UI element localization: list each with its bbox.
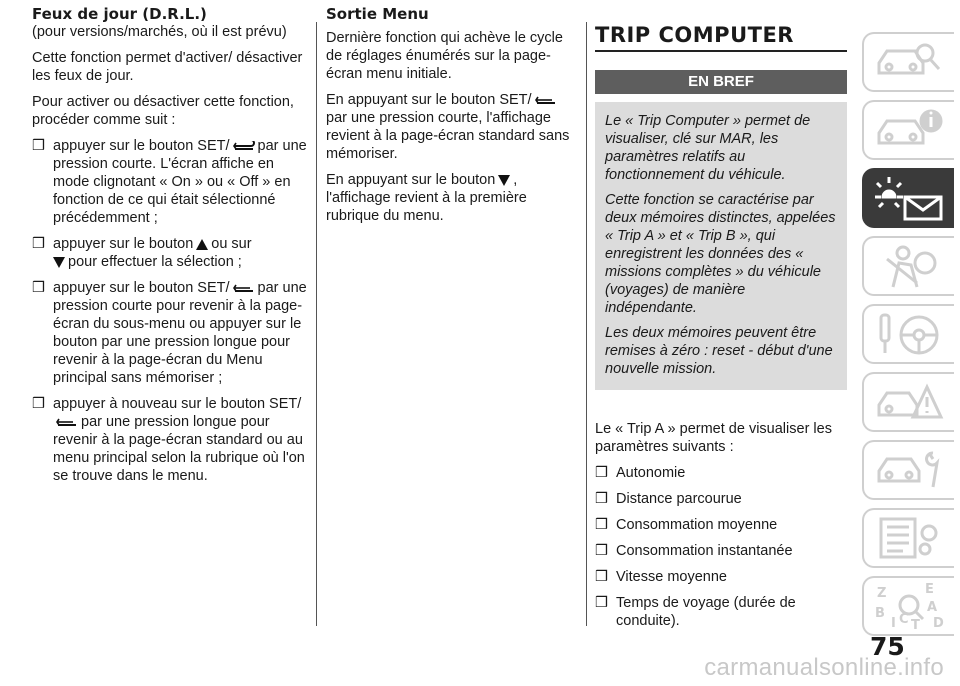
bullet-icon: ❒ xyxy=(32,280,45,296)
column-divider-2 xyxy=(586,22,587,626)
list-item: ❒ Autonomie xyxy=(595,465,686,481)
tab-technical-specs[interactable] xyxy=(862,508,954,568)
bullet-icon: ❒ xyxy=(595,517,608,533)
column-divider-1 xyxy=(316,22,317,626)
svg-text:T: T xyxy=(911,618,920,631)
tab-vehicle-knowledge[interactable] xyxy=(862,32,954,92)
return-arrow-icon xyxy=(233,283,255,294)
paragraph: En appuyant sur le bouton SET/par une pression courte, l'affichage revient à la page-écran standard sans mémoriser. xyxy=(326,92,570,162)
list-item: ❒ Consommation moyenne xyxy=(595,517,778,533)
triangle-down-icon xyxy=(53,257,65,268)
steering-key-icon xyxy=(873,311,945,357)
column-drl xyxy=(32,6,310,493)
bullet-icon: ❒ xyxy=(595,595,608,611)
brief-paragraph: Cette fonction se caractérise par deux mémoires distinctes, appelées « Trip A » et « Trip B », qui enregistrent les données des « missions complètes » du véhicule (voyages) de manière indépendante. xyxy=(605,192,836,316)
tab-maintenance[interactable] xyxy=(862,440,954,500)
svg-text:B: B xyxy=(875,606,885,621)
triangle-up-icon xyxy=(196,239,208,250)
tab-dashboard-warnings[interactable] xyxy=(862,168,954,228)
section-subtitle: (pour versions/marchés, où il est prévu) xyxy=(32,24,287,40)
brief-box xyxy=(595,102,847,390)
tab-safety[interactable] xyxy=(862,236,954,296)
brief-paragraph: Le « Trip Computer » permet de visualiser, clé sur MAR, les paramètres relatifs au fonctionnement du véhicule. xyxy=(605,113,811,183)
alphabetical-index-icon xyxy=(871,581,947,631)
list-item: ❒ Consommation instantanée xyxy=(595,543,793,559)
svg-text:C: C xyxy=(899,612,909,627)
bullet-icon: ❒ xyxy=(595,543,608,559)
triangle-down-icon xyxy=(498,175,510,186)
bullet-icon: ❒ xyxy=(595,569,608,585)
column-sortie-menu xyxy=(326,6,578,233)
paragraph: Pour activer ou désactiver cette fonction, procéder comme suit : xyxy=(32,94,294,128)
list-item: ❒ Temps de voyage (durée de conduite). xyxy=(595,595,796,629)
car-info-icon xyxy=(873,107,945,153)
car-maintenance-icon xyxy=(873,447,945,493)
accident-warning-icon xyxy=(873,379,945,425)
list-item: ❒ appuyer sur le bouton SET/ par une pression courte. L'écran affiche en mode clignotant « On » ou « Off » en fonction de ce qui était sélectionné précédemment ; xyxy=(32,138,307,226)
section-title-sortie: Sortie Menu xyxy=(326,5,429,23)
svg-text:D: D xyxy=(933,616,944,631)
tab-emergency[interactable] xyxy=(862,372,954,432)
paragraph: Le « Trip A » permet de visualiser les paramètres suivants : xyxy=(595,421,832,455)
list-item: ❒ appuyer à nouveau sur le bouton SET/par une pression longue pour revenir à la page-écran standard ou au menu principal selon la rubrique où l'on se trouve dans le menu. xyxy=(32,396,305,484)
list-item: ❒ Distance parcourue xyxy=(595,491,742,507)
list-item: ❒ appuyer sur le bouton SET/ par une pression courte pour revenir à la page-écran du sous-menu ou appuyer sur le bouton par une pression longue pour revenir à la page-écran du Menu principal sans mémoriser ; xyxy=(32,280,307,386)
svg-text:Z: Z xyxy=(877,586,887,601)
paragraph: En appuyant sur le bouton , l'affichage revient à la première rubrique du menu. xyxy=(326,172,527,224)
specifications-icon xyxy=(873,515,945,561)
chapter-sidebar xyxy=(862,32,956,644)
bullet-icon: ❒ xyxy=(32,236,45,252)
list-item: ❒ Vitesse moyenne xyxy=(595,569,727,585)
svg-text:A: A xyxy=(927,600,938,615)
tab-vehicle-info[interactable] xyxy=(862,100,954,160)
return-arrow-icon xyxy=(233,141,255,152)
list-item: ❒ appuyer sur le bouton ou sur pour effectuer la sélection ; xyxy=(32,236,252,270)
page-number: 75 xyxy=(870,632,905,661)
return-arrow-icon xyxy=(535,95,557,106)
column-trip-computer xyxy=(595,6,847,638)
warning-light-message-icon xyxy=(871,173,947,223)
return-arrow-icon xyxy=(56,417,78,428)
section-title-trip-computer: TRIP COMPUTER xyxy=(595,18,847,52)
section-title-drl: Feux de jour (D.R.L.) xyxy=(32,5,207,23)
airbag-seatbelt-icon xyxy=(873,243,945,289)
bullet-icon: ❒ xyxy=(32,138,45,154)
tab-starting-driving[interactable] xyxy=(862,304,954,364)
paragraph: Dernière fonction qui achève le cycle de réglages énumérés sur la page-écran menu initiale. xyxy=(326,30,563,82)
brief-header: EN BREF xyxy=(595,70,847,94)
svg-text:E: E xyxy=(925,582,934,597)
paragraph: Cette fonction permet d'activer/ désactiver les feux de jour. xyxy=(32,50,303,84)
svg-text:I: I xyxy=(891,616,896,631)
watermark: carmanualsonline.info xyxy=(704,654,944,681)
brief-paragraph: Les deux mémoires peuvent être remises à zéro : reset - début d'une nouvelle mission. xyxy=(605,325,833,377)
car-search-icon xyxy=(873,39,945,85)
bullet-icon: ❒ xyxy=(32,396,45,412)
tab-index[interactable] xyxy=(862,576,954,636)
bullet-icon: ❒ xyxy=(595,491,608,507)
bullet-icon: ❒ xyxy=(595,465,608,481)
